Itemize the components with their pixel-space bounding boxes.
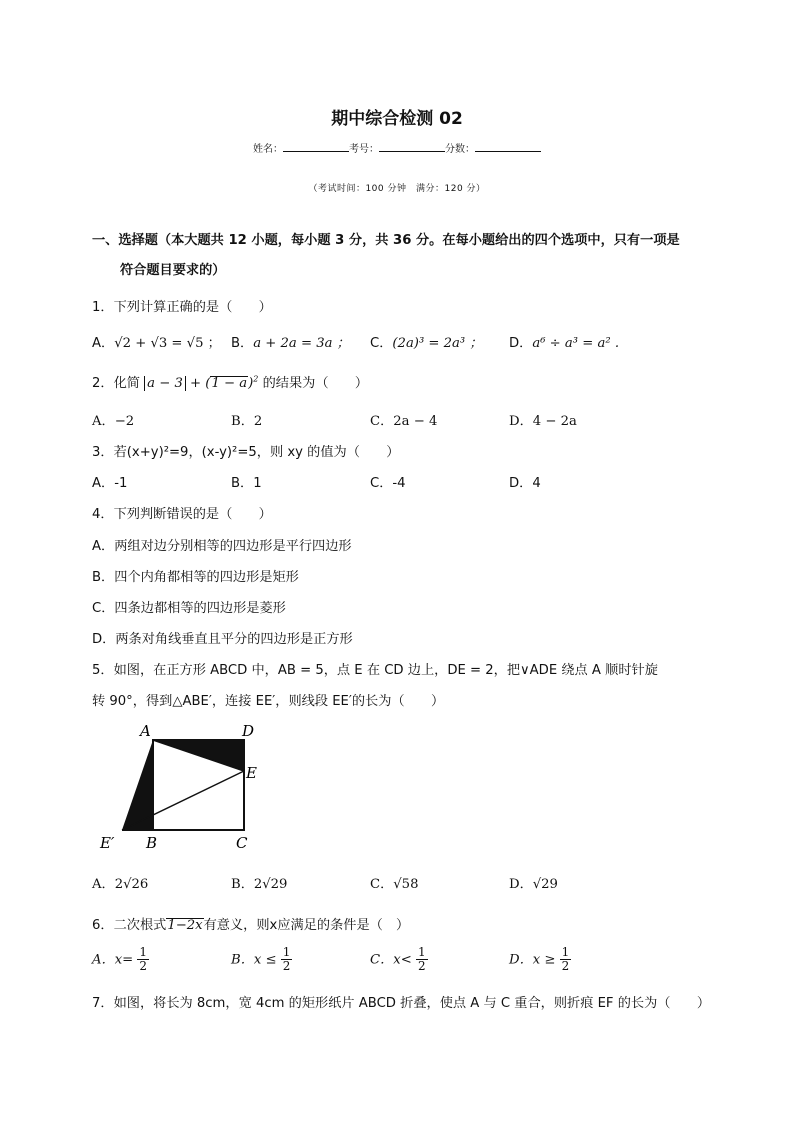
label-e-prime: E′ — [100, 834, 115, 852]
q1-option-d — [509, 332, 619, 351]
q3-option-a: A．-1 — [92, 476, 128, 491]
q6-a-frac — [137, 946, 149, 973]
q4-stem: 4．下列判断错误的是（ ） — [92, 507, 272, 522]
q6-option-a — [92, 946, 149, 973]
q6-stem-suffix: 有意义，则x应满足的条件是（ ） — [203, 918, 410, 933]
student-info — [0, 140, 794, 155]
q4-option-a: A．两组对边分别相等的四边形是平行四边形 — [92, 539, 352, 554]
q5-figure — [98, 718, 273, 858]
q2-option-c: C．2a − 4 — [370, 414, 438, 429]
q6-d-text: D．x ≥ — [509, 952, 556, 968]
section-line-2: 符合题目要求的） — [120, 263, 226, 278]
q1-a-label: A． — [92, 336, 115, 351]
q2-expression: $a - 3 + (1 - a)^2$ — [144, 376, 258, 391]
q6-c-num: 1 — [417, 945, 426, 959]
q6-option-c — [370, 946, 428, 973]
q1-d-label: D． — [509, 336, 533, 351]
q6-b-text: B．x ≤ — [231, 952, 277, 968]
q6-a-num: 1 — [139, 945, 148, 959]
q1-b-label: B． — [231, 336, 254, 351]
q6-c-text: C．x< — [370, 952, 412, 968]
q6-option-d — [509, 946, 571, 973]
q6-a-den: 2 — [139, 959, 148, 973]
q5-option-c: C．√58 — [370, 877, 419, 892]
q6-stem — [92, 914, 409, 933]
q1-a-math: √2 + √3 = √5 ； — [114, 336, 221, 351]
q2-option-b: B．2 — [231, 414, 263, 429]
q3-option-d: D．4 — [509, 476, 541, 491]
q6-radical: 1−2x — [167, 918, 203, 933]
q1-stem: 1．下列计算正确的是（ ） — [92, 300, 272, 315]
q1-option-a — [92, 332, 221, 351]
q6-c-frac — [416, 946, 428, 973]
q6-b-den: 2 — [282, 959, 291, 973]
q6-b-frac — [281, 946, 293, 973]
q3-stem: 3．若(x+y)²=9，(x-y)²=5，则 xy 的值为（ ） — [92, 445, 400, 460]
q7-stem: 7．如图，将长为 8cm，宽 4cm 的矩形纸片 ABCD 折叠，使点 A 与 C 重合，则折痕 EF 的长为（ ） — [92, 996, 711, 1011]
label-e: E — [246, 764, 257, 782]
q2-stem-prefix: 2．化简 — [92, 376, 140, 391]
q4-option-b: B．四个内角都相等的四边形是矩形 — [92, 570, 299, 585]
q5-option-b: B．2√29 — [231, 877, 288, 892]
q2-option-a: A．−2 — [92, 414, 135, 429]
q3-option-c: C．-4 — [370, 476, 406, 491]
exam-no-label: 考号： — [349, 144, 379, 155]
q6-d-frac — [560, 946, 572, 973]
name-label: 姓名： — [253, 144, 283, 155]
q6-a-text: A．x= — [92, 952, 134, 968]
q6-d-num: 1 — [561, 945, 570, 959]
score-blank — [475, 141, 541, 152]
q1-c-label: C． — [370, 336, 393, 351]
page-title: 期中综合检测 02 — [331, 109, 463, 129]
exam-no-blank — [379, 141, 445, 152]
q6-d-den: 2 — [561, 959, 570, 973]
q2-stem-suffix: 的结果为（ ） — [262, 376, 369, 391]
section-heading — [92, 226, 712, 286]
exam-info: （考试时间：100 分钟 满分：120 分） — [308, 184, 486, 194]
q6-c-den: 2 — [417, 959, 426, 973]
q6-b-num: 1 — [282, 945, 291, 959]
q1-option-b — [231, 332, 350, 351]
label-b: B — [146, 834, 158, 852]
q5-stem-line-1: 5．如图，在正方形 ABCD 中，AB = 5，点 E 在 CD 边上，DE = 2，把∨ADE 绕点 A 顺时针旋 — [92, 663, 658, 678]
q1-c-math: (2a)³ = 2a³ ； — [392, 336, 483, 351]
q6-stem-prefix: 6．二次根式 — [92, 918, 167, 933]
q3-option-b: B．1 — [231, 476, 262, 491]
q5-option-a: A．2√26 — [92, 877, 149, 892]
score-label: 分数： — [445, 144, 475, 155]
q5-option-d: D．√29 — [509, 877, 558, 892]
q2-stem — [92, 372, 368, 391]
q4-option-c: C．四条边都相等的四边形是菱形 — [92, 601, 286, 616]
q4-option-d: D．两条对角线垂直且平分的四边形是正方形 — [92, 632, 353, 647]
label-c: C — [236, 834, 248, 852]
section-line-1: 一、选择题（本大题共 12 小题，每小题 3 分，共 36 分。在每小题给出的四个选项中，只有一项是 — [92, 233, 680, 248]
label-a: A — [140, 722, 151, 740]
q2-option-d: D．4 − 2a — [509, 414, 577, 429]
name-blank — [283, 141, 349, 152]
q1-d-math: a⁶ ÷ a³ = a² . — [532, 336, 620, 351]
label-d: D — [242, 722, 255, 740]
q1-option-c — [370, 332, 483, 351]
q1-b-math: a + 2a = 3a ； — [253, 336, 350, 351]
q5-stem-line-2: 转 90°，得到△ABE′，连接 EE′，则线段 EE′的长为（ ） — [92, 694, 445, 709]
q6-option-b — [231, 946, 292, 973]
